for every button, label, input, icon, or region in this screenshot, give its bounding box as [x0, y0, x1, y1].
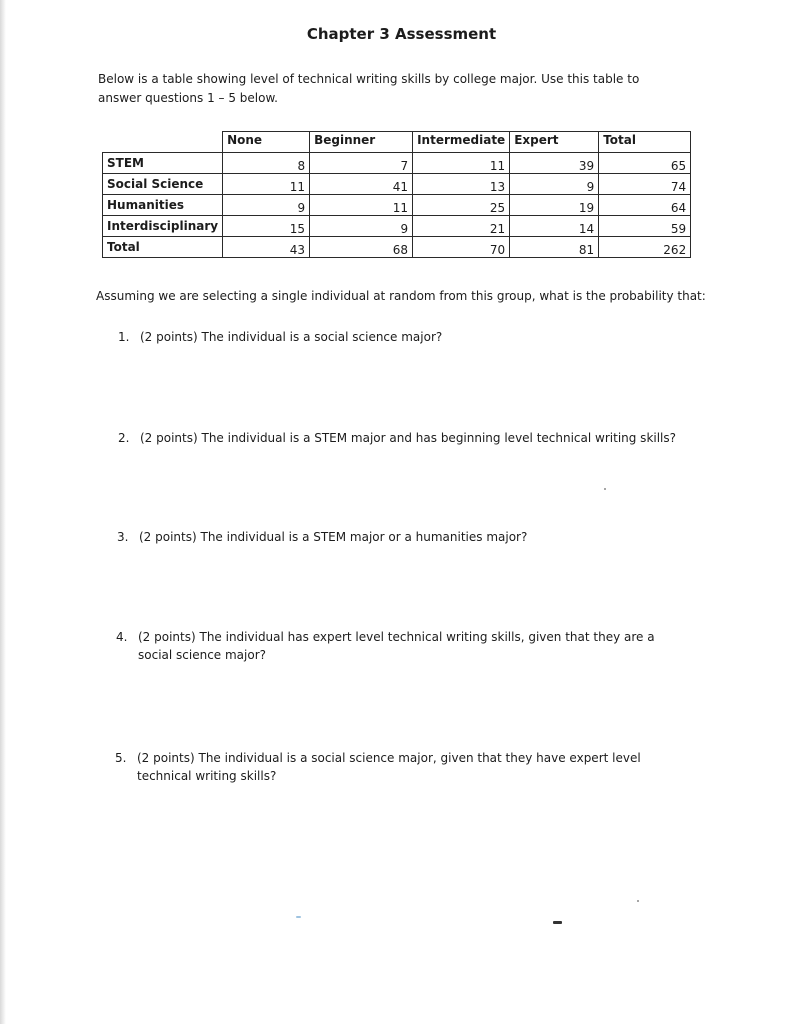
table-cell: 11 [413, 153, 510, 174]
table-cell: 21 [413, 216, 510, 237]
table-cell: 43 [223, 237, 310, 258]
table-cell: 9 [510, 174, 599, 195]
table-cell: 81 [510, 237, 599, 258]
question-text: (2 points) The individual is a social science major? [140, 330, 443, 344]
table-cell: 15 [223, 216, 310, 237]
table-cell: 9 [310, 216, 413, 237]
question-number: 4. [116, 630, 128, 644]
question-3 [117, 528, 677, 546]
table-corner-cell [103, 132, 223, 153]
table-cell: 14 [510, 216, 599, 237]
table-cell: 19 [510, 195, 599, 216]
table-cell: 68 [310, 237, 413, 258]
question-text: (2 points) The individual has expert level technical writing skills, given that they are a social science major? [138, 630, 655, 662]
header-none: None [223, 132, 310, 153]
scan-speck [604, 488, 606, 490]
table-cell: 11 [310, 195, 413, 216]
question-number: 3. [117, 530, 129, 544]
header-intermediate: Intermediate [413, 132, 510, 153]
skills-table [102, 131, 691, 258]
question-number: 2. [118, 431, 130, 445]
table-cell: 25 [413, 195, 510, 216]
table-cell: 64 [599, 195, 691, 216]
question-5 [115, 749, 680, 785]
table-cell: 262 [599, 237, 691, 258]
scan-speck [553, 921, 562, 924]
intro-paragraph: Below is a table showing level of technical writing skills by college major. Use this table to answer questions 1 – 5 below. [98, 72, 640, 105]
table-row [103, 153, 691, 174]
table-cell: 74 [599, 174, 691, 195]
table-cell: 41 [310, 174, 413, 195]
page-title: Chapter 3 Assessment [306, 25, 497, 43]
table-cell: 7 [310, 153, 413, 174]
scan-edge-shadow [0, 0, 6, 1024]
table-row [103, 195, 691, 216]
question-text: (2 points) The individual is a STEM major or a humanities major? [139, 530, 528, 544]
table-cell: 8 [223, 153, 310, 174]
row-label: Social Science [103, 174, 223, 195]
table-cell: 65 [599, 153, 691, 174]
question-number: 1. [118, 330, 130, 344]
header-beginner: Beginner [310, 132, 413, 153]
question-text: (2 points) The individual is a social science major, given that they have expert level technical writing skills? [137, 751, 641, 783]
table-cell: 9 [223, 195, 310, 216]
table-header-row [103, 132, 691, 153]
row-label: Humanities [103, 195, 223, 216]
table-cell: 11 [223, 174, 310, 195]
table-cell: 39 [510, 153, 599, 174]
table-total-row [103, 237, 691, 258]
row-label: Interdisciplinary [103, 216, 223, 237]
table-cell: 59 [599, 216, 691, 237]
question-2 [118, 429, 678, 447]
question-4 [116, 628, 676, 664]
lead-in-text: Assuming we are selecting a single individual at random from this group, what is the probability that: [96, 289, 706, 303]
question-1 [118, 328, 678, 346]
table-cell: 13 [413, 174, 510, 195]
table-row [103, 216, 691, 237]
header-total: Total [599, 132, 691, 153]
question-text: (2 points) The individual is a STEM major and has beginning level technical writing skills? [140, 431, 677, 445]
row-label: Total [103, 237, 223, 258]
scan-speck [637, 900, 639, 902]
table-row [103, 174, 691, 195]
scan-speck [296, 916, 301, 918]
row-label: STEM [103, 153, 223, 174]
table-cell: 70 [413, 237, 510, 258]
question-number: 5. [115, 751, 127, 765]
header-expert: Expert [510, 132, 599, 153]
